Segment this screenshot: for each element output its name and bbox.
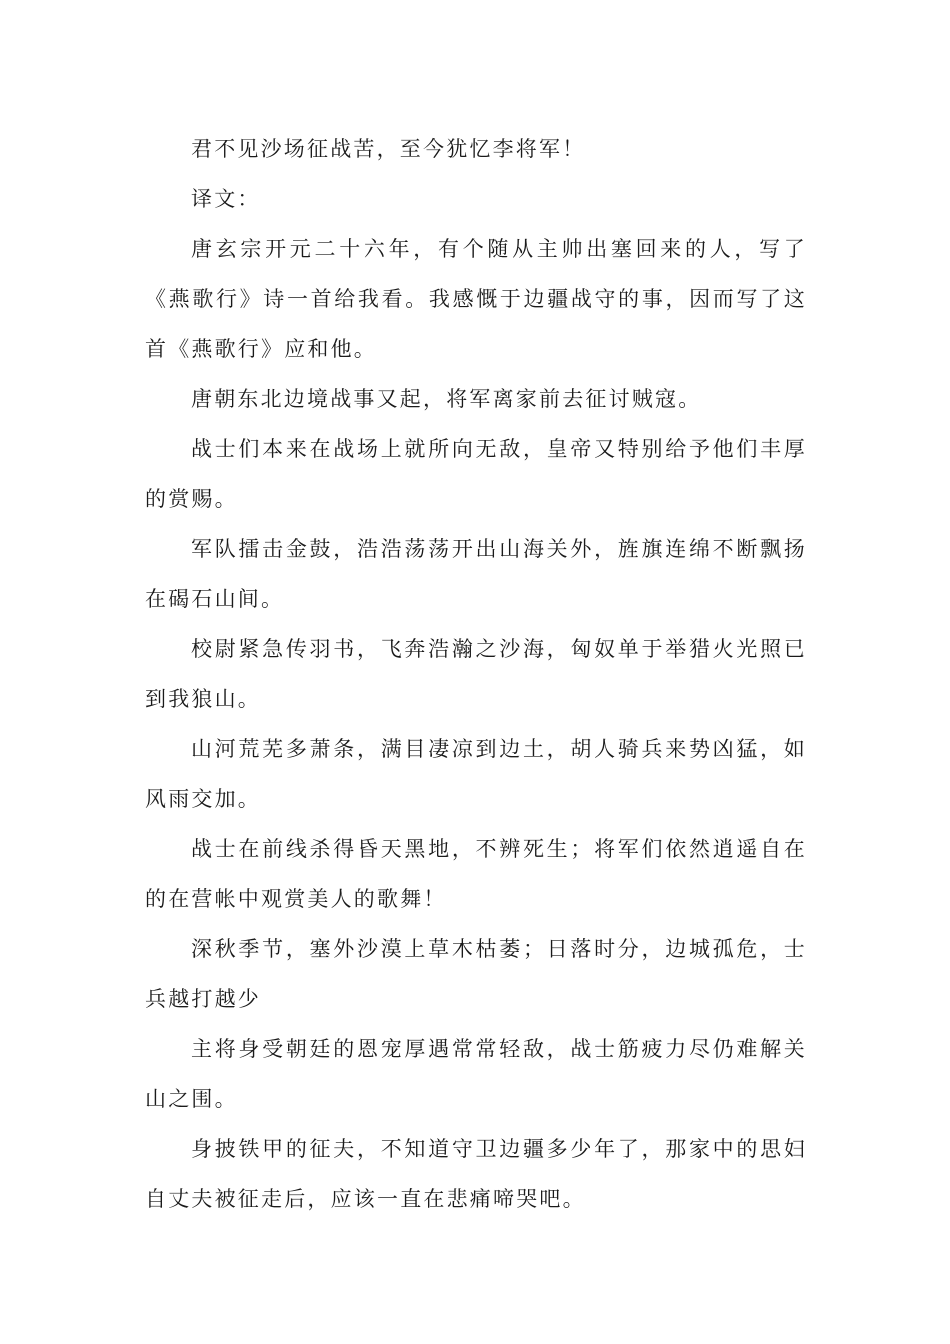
document-body — [145, 124, 807, 1224]
translation-paragraph: 深秋季节，塞外沙漠上草木枯萎；日落时分，边城孤危，士兵越打越少 — [145, 937, 807, 1011]
translation-heading: 译文： — [191, 187, 261, 211]
poem-line-paragraph: 君不见沙场征战苦，至今犹忆李将军！ — [191, 137, 586, 161]
translation-paragraph: 军队擂击金鼓，浩浩荡荡开出山海关外，旌旗连绵不断飘扬在碣石山间。 — [145, 537, 807, 611]
translation-paragraph: 身披铁甲的征夫，不知道守卫边疆多少年了，那家中的思妇自丈夫被征走后，应该一直在悲痛啼哭吧。 — [145, 1137, 807, 1211]
translation-paragraph: 校尉紧急传羽书，飞奔浩瀚之沙海，匈奴单于举猎火光照已到我狼山。 — [145, 637, 807, 711]
translation-paragraph: 山河荒芜多萧条，满目凄凉到边土，胡人骑兵来势凶猛，如风雨交加。 — [145, 737, 807, 811]
translation-paragraph: 战士们本来在战场上就所向无敌，皇帝又特别给予他们丰厚的赏赐。 — [145, 437, 807, 511]
translation-paragraph: 主将身受朝廷的恩宠厚遇常常轻敌，战士筋疲力尽仍难解关山之围。 — [145, 1037, 807, 1111]
translation-paragraph: 战士在前线杀得昏天黑地，不辨死生；将军们依然逍遥自在的在营帐中观赏美人的歌舞！ — [145, 837, 807, 911]
translation-paragraph: 唐朝东北边境战事又起，将军离家前去征讨贼寇。 — [191, 387, 702, 411]
translation-paragraph: 唐玄宗开元二十六年，有个随从主帅出塞回来的人，写了《燕歌行》诗一首给我看。我感慨于边疆战守的事，因而写了这首《燕歌行》应和他。 — [145, 237, 807, 361]
